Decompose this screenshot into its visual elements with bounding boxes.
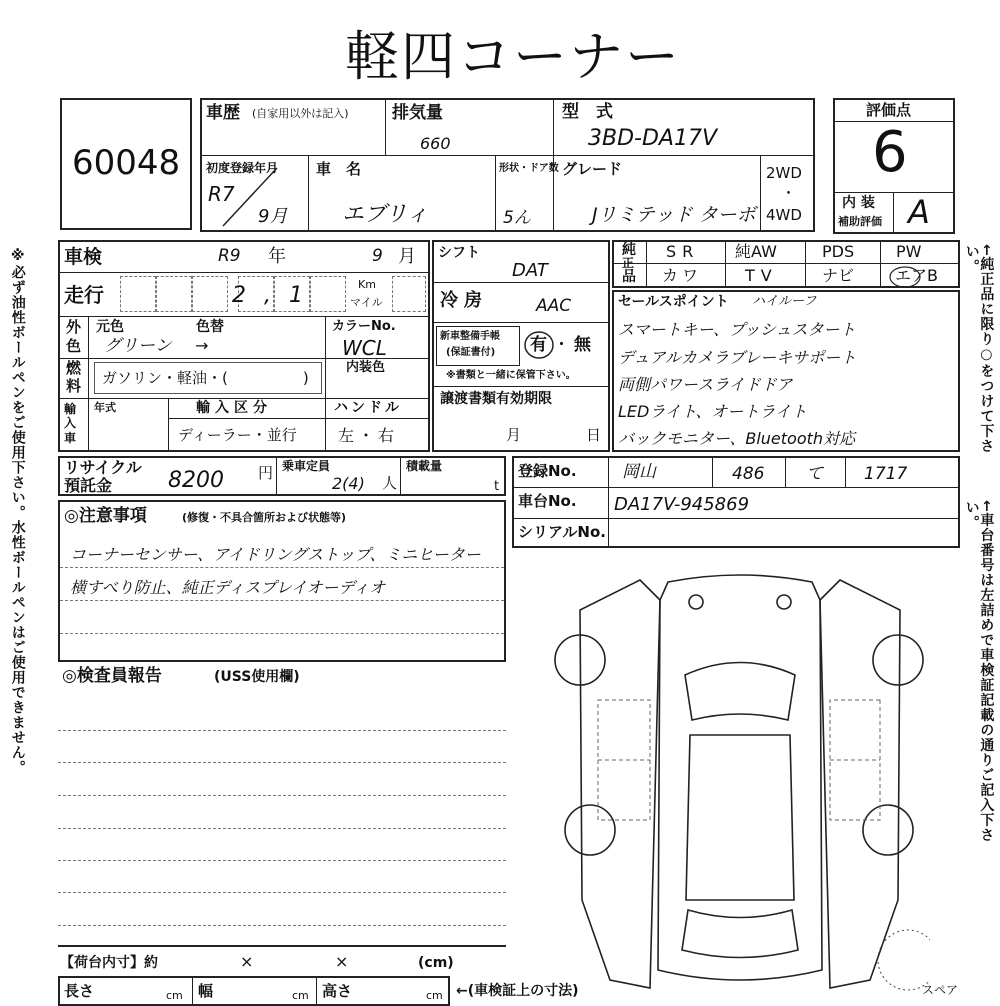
mileage-unit-mile: マイル xyxy=(350,296,383,309)
grade-value: Jリミテッド ターボ xyxy=(592,204,756,226)
option-navi: ナビ xyxy=(822,266,855,285)
option-tv: TV xyxy=(745,266,778,285)
first-reg-year: R7 xyxy=(208,182,235,206)
caution-line: 横すべり防止、純正ディスプレイオーディオ xyxy=(70,578,386,597)
drive-dot: ・ xyxy=(781,184,797,202)
reg-kana: て xyxy=(806,464,823,484)
car-diagram xyxy=(550,570,930,1000)
maintenance-note: ※書類と一緒に保管下さい。 xyxy=(446,370,576,381)
car-top-body xyxy=(658,575,822,980)
maintenance-sep: ・ xyxy=(553,335,570,355)
recycle-unit: 円 xyxy=(258,464,274,482)
first-reg-label: 初度登録年月 xyxy=(206,161,279,175)
import-year-label: 年式 xyxy=(94,401,116,414)
right-side-note-bottom: ←車台番号は左詰めで車検証記載の通りご記入下さい。 xyxy=(963,500,995,843)
reg-area: 岡山 xyxy=(622,462,656,482)
cargo-height-label: 高さ xyxy=(322,982,353,1000)
score-label: 評価点 xyxy=(866,101,912,119)
inspector-label: ◎検査員報告 xyxy=(62,666,162,686)
cargo-x2: × xyxy=(335,952,349,971)
import-class-label: 輸入区分 xyxy=(196,400,272,416)
sales-points-label: セールスポイント xyxy=(618,294,729,310)
recycle-label-1: リサイクル xyxy=(64,458,142,477)
import-label: 輸入車 xyxy=(64,402,77,445)
load-unit: t xyxy=(494,479,500,494)
score-value: 6 xyxy=(872,120,908,185)
sales-point-line: バックモニター、Bluetooth対応 xyxy=(618,429,856,448)
transfer-day: 日 xyxy=(586,426,602,444)
displacement-label: 排気量 xyxy=(392,103,443,123)
option-pds: PDS xyxy=(822,242,855,261)
drive-2wd: 2WD xyxy=(766,164,802,182)
drive-4wd: 4WD xyxy=(766,206,802,224)
capacity-value: 2(4) xyxy=(332,474,365,493)
mileage-value: 2,1 xyxy=(232,283,321,308)
exterior-label-1: 外 xyxy=(66,318,82,336)
spare-tire-icon xyxy=(878,930,930,990)
interior-value: A xyxy=(908,193,930,231)
import-class-value: ディーラー・並行 xyxy=(178,426,297,444)
fuel-label-1: 燃 xyxy=(66,359,82,377)
interior-label-2: 補助評価 xyxy=(838,215,882,228)
options-side-b: 正 xyxy=(622,256,635,270)
load-label: 積載量 xyxy=(406,459,443,473)
option-pw: PW xyxy=(896,242,922,261)
color-code-value: WCL xyxy=(342,336,387,360)
wheel-rear-left xyxy=(565,805,615,855)
handle-label: ハンドル xyxy=(334,400,402,416)
car-name-value: エブリィ xyxy=(342,202,429,227)
cargo-length-label: 長さ xyxy=(64,982,95,1000)
car-left-side xyxy=(580,580,660,988)
sales-points-box xyxy=(612,290,960,452)
chassis-label: 車台No. xyxy=(518,492,577,510)
sales-point-line: LEDライト、オートライト xyxy=(618,402,807,421)
car-light-right xyxy=(777,595,791,609)
handle-value: 左・右 xyxy=(338,426,399,445)
first-reg-month: 9月 xyxy=(258,206,288,227)
option-sr: SR xyxy=(666,242,700,261)
displacement-value: 660 xyxy=(420,134,451,153)
original-color-label: 元色 xyxy=(96,319,124,335)
caution-line: コーナーセンサー、アイドリングストップ、ミニヒーター xyxy=(70,545,481,564)
reg-label: 登録No. xyxy=(518,462,577,480)
cargo-label: 【荷台内寸】約 xyxy=(60,955,158,971)
wheel-rear-right xyxy=(863,805,913,855)
left-side-note: ※必ず油性ボールペンをご使用下さい。水性ボールペンはご使用できません。 xyxy=(9,248,26,775)
page-title: 軽四コーナー xyxy=(345,25,681,88)
sales-point-line: スマートキー、プッシュスタート xyxy=(618,320,856,339)
shape-door-value: 5ん xyxy=(503,208,531,228)
maintenance-label-2: (保証書付) xyxy=(446,347,496,358)
shift-label: シフト xyxy=(438,245,480,261)
shift-value: DAT xyxy=(512,260,548,281)
cargo-x1: × xyxy=(240,952,254,971)
transfer-label: 譲渡書類有効期限 xyxy=(440,391,552,407)
car-name-label: 車 名 xyxy=(316,160,362,178)
fuel-value: ガソリン・軽油・( ) xyxy=(102,369,309,387)
grade-label: グレード xyxy=(562,160,623,178)
chassis-value: DA17V-945869 xyxy=(614,494,750,515)
cargo-width-unit: cm xyxy=(292,989,309,1002)
inspection-year-unit: 年 xyxy=(268,246,286,267)
cargo-width-label: 幅 xyxy=(198,982,214,1000)
mileage-unit-km: Km xyxy=(358,278,376,291)
caution-label: ◎注意事項 xyxy=(64,506,147,526)
sales-point-line: 両側パワースライドドア xyxy=(618,375,793,394)
fuel-label-2: 料 xyxy=(66,377,82,395)
reg-number: 1717 xyxy=(864,464,908,484)
maintenance-no: 無 xyxy=(574,335,591,355)
recycle-value: 8200 xyxy=(168,468,224,493)
spare-label: スペア xyxy=(922,983,959,997)
inspection-era: R9 xyxy=(218,246,241,266)
lot-number: 60048 xyxy=(72,143,181,183)
history-note: (自家用以外は記入) xyxy=(252,107,349,120)
transfer-month: 月 xyxy=(506,426,522,444)
caution-note: (修復・不具合箇所および状態等) xyxy=(182,511,347,524)
aircon-label: 冷房 xyxy=(440,290,488,311)
model-value: 3BD-DA17V xyxy=(588,126,718,151)
capacity-unit: 人 xyxy=(382,474,398,492)
car-light-left xyxy=(689,595,703,609)
options-side-a: 純 xyxy=(622,242,636,258)
inspector-note: (USS使用欄) xyxy=(214,669,300,685)
option-leather: カワ xyxy=(662,266,703,285)
interior-color-label: 内装色 xyxy=(346,360,386,375)
option-airbag: エアB xyxy=(895,266,938,285)
color-code-label: カラーNo. xyxy=(332,319,396,334)
car-roof xyxy=(686,735,794,900)
maintenance-label-1: 新車整備手帳 xyxy=(440,331,500,342)
model-label: 型 式 xyxy=(562,102,613,122)
car-right-side xyxy=(820,580,900,988)
color-value: グリーン xyxy=(104,336,172,356)
option-aw: 純AW xyxy=(735,242,777,261)
cargo-dims-row xyxy=(58,976,450,1006)
capacity-label: 乗車定員 xyxy=(282,459,331,473)
wheel-front-right xyxy=(873,635,923,685)
serial-label: シリアルNo. xyxy=(518,523,606,541)
cargo-length-unit: cm xyxy=(166,989,183,1002)
cargo-unit: (cm) xyxy=(418,955,454,971)
sales-point-line: ハイルーフ xyxy=(752,294,817,309)
option-airbag-circle xyxy=(888,265,922,289)
cargo-height-unit: cm xyxy=(426,989,443,1002)
inspection-month-unit: 月 xyxy=(398,246,416,267)
inspection-label: 車検 xyxy=(64,246,103,268)
cargo-cert-note: ←(車検証上の寸法) xyxy=(456,983,579,999)
reg-class: 486 xyxy=(732,464,765,484)
car-windshield xyxy=(685,663,795,721)
shape-door-label: 形状・ドア数 xyxy=(499,163,559,174)
right-side-note-top: ←純正品に限り○をつけて下さい。 xyxy=(963,244,995,454)
exterior-label-2: 色 xyxy=(66,337,82,355)
options-side-c: 品 xyxy=(622,269,636,285)
interior-label-1: 内 装 xyxy=(842,195,875,211)
aircon-value: AAC xyxy=(536,296,572,316)
changed-color-label: 色替 xyxy=(196,319,224,335)
history-label: 車歴 xyxy=(206,103,240,123)
maintenance-yes: 有 xyxy=(530,335,547,355)
recycle-label-2: 預託金 xyxy=(64,476,113,495)
sales-point-line: デュアルカメラブレーキサポート xyxy=(618,348,857,367)
inspection-month: 9 xyxy=(372,246,383,266)
mileage-label: 走行 xyxy=(64,283,104,307)
color-arrow: → xyxy=(195,336,209,355)
